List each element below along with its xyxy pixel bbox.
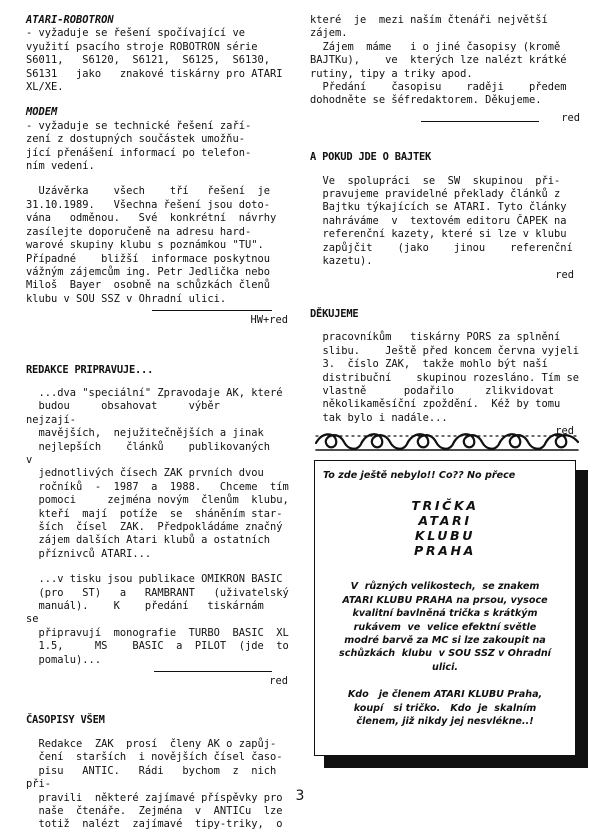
casopisy-continuation: které je mezi naším čtenáři největší zájem. Zájem máme i o jiné časopisy (kromě BAJTKu), ve kterých lze nalézt krátké rutiny, tipy a triky apod. Předání časopisu raději předem dohodněte se šéfredaktorem. Děkujeme. [310,14,567,107]
deadline-paragraph: Uzávěrka všech tří řešení je 31.10.1989. Všechna řešení jsou doto- vána odměnou. Své konkrétní návrhy zasílejte doporučeně na adresu hard- warové skupiny klubu s poznámkou "TU". Případné bližší informace poskytnou vážným zájemcům ing. Petr Jedlička nebo Miloš Bayer osobně na schůzkách členů klubu v SOU SSZ v Ohradní ulici. [26,185,277,305]
redakce-paragraph-2: ...v tisku jsou publikace OMIKRON BASIC (pro ST) a RAMBRANT (uživatelský manuál). K předání tiskárnám se připravují monografie TURBO BASIC XL 1.5, MS BASIC a PILOT (jde to pomalu)... [26,573,289,666]
decorative-ornament [312,428,582,458]
tshirt-advert-box [314,460,576,756]
advert-big-heading [323,498,567,558]
section-text-modem: - vyžaduje se technické řešení zaří- zení z dostupných součástek umožňu- jící přenášení informací po telefon- ním vedení. [26,119,252,173]
section-heading-bajtek: A POKUD JDE O BAJTEK [310,151,432,164]
signature-red: red [269,675,288,688]
advert-intro: To zde ještě nebylo!! Co?? No přece [323,470,516,481]
signature-red: red [555,268,574,281]
advert-big-line: ATARI [418,513,472,529]
section-heading-redakce-pripravuje: REDAKCE PRIPRAVUJE... [26,363,154,376]
section-title-atari-robotron: ATARI-ROBOTRON [26,14,114,26]
signature-hw-red: HW+red [250,314,288,327]
section-heading-casopisy-vsem: ČASOPISY VŠEM [26,714,105,727]
section-heading-dekujeme: DĚKUJEME [310,307,359,320]
advert-paragraph-1: V různých velikostech, se znakem ATARI KLUBU PRAHA na prsou, vysoce kvalitní bavlněná trička s krátkým rukávem ve velice efektní světle modré barvě za MC si lze zakoupit na schůzkách klubu v SOU SSZ v Ohradní ulici. [339,581,551,673]
page-number: 3 [295,788,305,804]
section-title-modem: MODEM [26,106,58,119]
redakce-paragraph-1: ...dva "speciální" Zpravodaje AK, které budou obsahovat výběr nejzají- mavějších, nejužitečnějších a jinak nejlepších článků publikovaných v jednotlivých čísech ZAK prvních dvou ročníků - 1987 a 1988. Chceme tím pomoci zejména novým členům klubu, kteří mají potíže se sháněním star- ších čísel ZAK. Předpokládáme značný zájem dalších Atari klubů a ostatních příznivců ATARI... [26,386,289,560]
signature-red: red [555,425,574,438]
divider-rule [421,121,539,122]
bajtek-paragraph: Ve spolupráci se SW skupinou při- pravujeme pravidelné překlady článků z Bajtku týkajících se ATARI. Tyto články nahráváme v textovém editoru ČAPEK na referenční kazety, které si lze v klubu zapůjčit (jako jinou referenční kazetu). [322,174,573,268]
signature-red: red [561,111,580,124]
advert-big-line: KLUBU [414,528,476,544]
signature-line [310,112,580,125]
advert-big-line: TRIČKA [411,498,479,514]
right-column [310,14,580,439]
dekujeme-paragraph: pracovníkům tiskárny PORS za splnění slibu. Ještě před koncem června vyjeli 3. číslo ZAK, takže mohlo být naší distribuční skupinou rozesláno. Tím se vlastně podařilo zlikvidovat několikaměsíční zpoždění. Kéž by tomu tak bylo i nadále... [322,331,579,424]
left-column [26,14,294,832]
divider-rule [152,310,272,311]
advert-big-line: PRAHA [414,543,476,559]
divider-rule [154,671,272,672]
advert-paragraph-2: Kdo je členem ATARI KLUBU Praha, koupí si tričko. Kdo je skalním členem, již nikdy jej nesvlékne..! [347,689,543,728]
casopisy-paragraph: Redakce ZAK prosí členy AK o zapůj- čení starších i novějších čísel časo- pisu ANTIC. Rádi bychom z nich při- pravili některé zajímavé příspěvky pro naše čtenáře. Zejména v ANTICu lze totiž nalézt zajímavé tipy-triky, o [26,737,283,831]
section-text-atari-robotron: - vyžaduje se řešení spočívající ve využití psacího stroje ROBOTRON série S6011, S6120, S6121, S6125, S6130, S6131 jako znakové tiskárny pro ATARI XL/XE. [26,27,283,94]
